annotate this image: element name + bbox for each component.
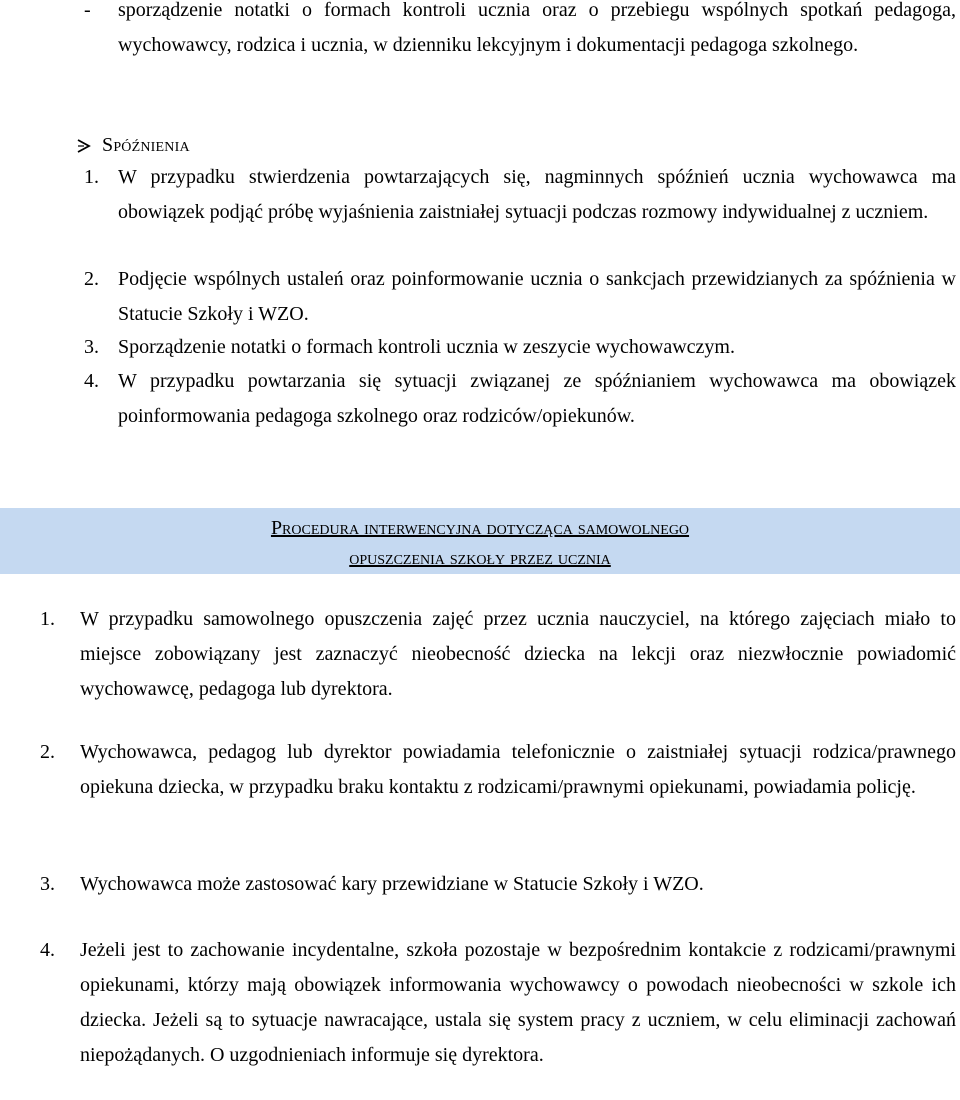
list-text: W przypadku samowolnego opuszczenia zajęć przez ucznia nauczyciel, na którego zajęciach miało to miejsce zobowiązany jest zaznaczyć nieobecność dziecka na lekcji oraz niezwłocznie powiadomić wychowawcę, pedagoga lub dyrektora. <box>80 608 956 700</box>
list-item <box>84 262 956 332</box>
list-number: 3. <box>40 873 55 895</box>
list-number: 3. <box>84 336 99 358</box>
intro-list-item <box>84 0 956 63</box>
list-text: Wychowawca może zastosować kary przewidziane w Statucie Szkoły i WZO. <box>80 873 704 895</box>
dash-marker: - <box>84 0 91 21</box>
list-item <box>84 160 956 230</box>
procedure-item <box>40 735 956 805</box>
list-number: 1. <box>40 608 55 630</box>
procedure-item <box>40 867 956 902</box>
procedure-title-banner <box>0 508 960 574</box>
list-number: 4. <box>84 370 99 392</box>
section-heading-spoznienia <box>76 128 190 163</box>
banner-title-line-1: Procedura interwencyjna dotycząca samowolnego <box>270 517 690 539</box>
banner-title-line-2: opuszczenia szkoły przez ucznia <box>349 547 611 569</box>
list-item <box>84 364 956 434</box>
list-text: Sporządzenie notatki o formach kontroli ucznia w zeszycie wychowawczym. <box>118 336 735 358</box>
list-item <box>84 330 956 365</box>
procedure-item <box>40 602 956 707</box>
list-text: Wychowawca, pedagog lub dyrektor powiadamia telefonicznie o zaistniałej sytuacji rodzica/prawnego opiekuna dziecka, w przypadku braku kontaktu z rodzicami/prawnymi opiekunami, powiadamia policję. <box>80 741 956 798</box>
list-text: W przypadku powtarzania się sytuacji związanej ze spóźnianiem wychowawca ma obowiązek poinformowania pedagoga szkolnego oraz rodziców/opiekunów. <box>118 370 956 427</box>
section-title: Spóźnienia <box>102 134 190 156</box>
list-text: W przypadku stwierdzenia powtarzających się, nagminnych spóźnień ucznia wychowawca ma obowiązek podjąć próbę wyjaśnienia zaistniałej sytuacji podczas rozmowy indywidualnej z uczniem. <box>118 166 956 223</box>
arrow-bullet-icon <box>76 138 92 154</box>
list-number: 1. <box>84 166 99 188</box>
list-number: 2. <box>84 268 99 290</box>
list-text: Podjęcie wspólnych ustaleń oraz poinformowanie ucznia o sankcjach przewidzianych za spóźnienia w Statucie Szkoły i WZO. <box>118 268 956 325</box>
intro-text: sporządzenie notatki o formach kontroli ucznia oraz o przebiegu wspólnych spotkań pedagoga, wychowawcy, rodzica i ucznia, w dzienniku lekcyjnym i dokumentacji pedagoga szkolnego. <box>118 0 956 56</box>
list-text: Jeżeli jest to zachowanie incydentalne, szkoła pozostaje w bezpośrednim kontakcie z rodzicami/prawnymi opiekunami, którzy mają obowiązek informowania wychowawcy o powodach nieobecności w szkole ich dziecka. Jeżeli są to sytuacje nawracające, ustala się system pracy z uczniem, w celu eliminacji zachowań niepożądanych. O uzgodnieniach informuje się dyrektora. <box>80 939 956 1066</box>
list-number: 4. <box>40 939 55 961</box>
procedure-item <box>40 933 956 1073</box>
list-number: 2. <box>40 741 55 763</box>
